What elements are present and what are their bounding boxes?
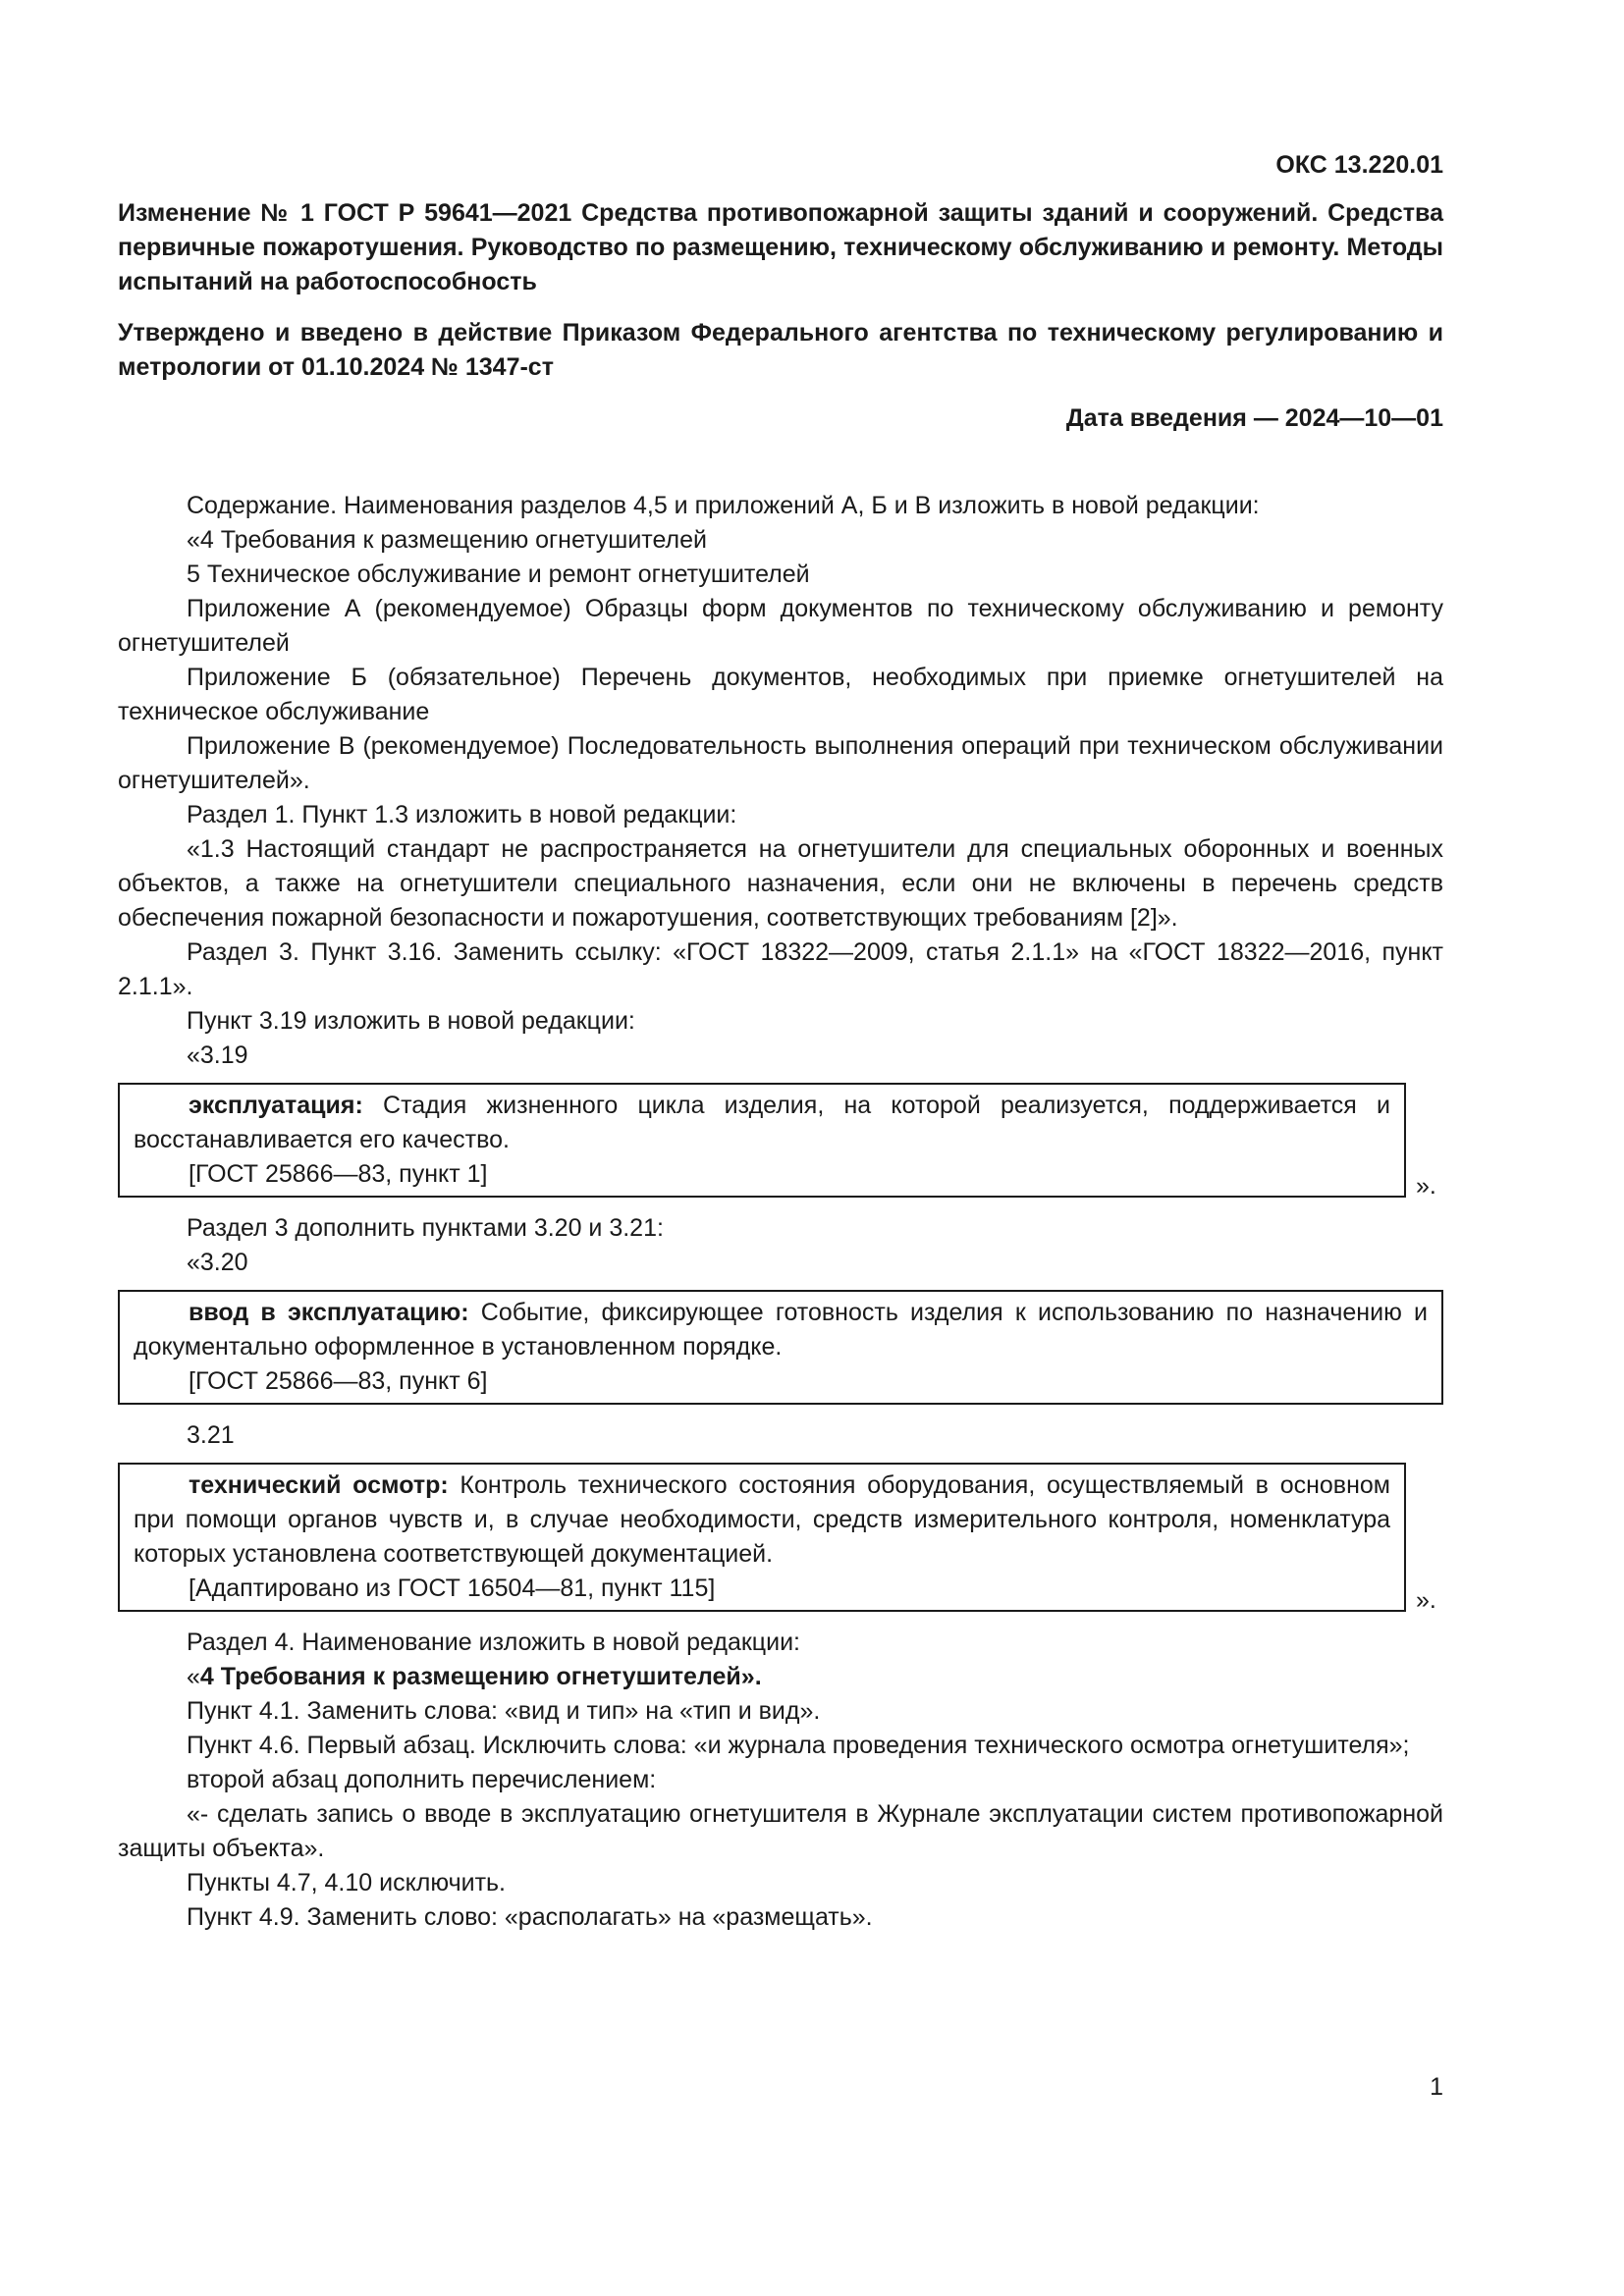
paragraph: Содержание. Наименования разделов 4,5 и приложений А, Б и В изложить в новой редакции:	[187, 492, 1260, 519]
term-name: ввод в эксплуатацию:	[189, 1299, 469, 1326]
section-heading: 4 Требования к размещению огнетушителей».	[199, 1663, 762, 1690]
quote-open: «	[187, 1663, 200, 1690]
term-box-3-21	[118, 1463, 1443, 1612]
quote-end: ».	[1416, 1172, 1436, 1200]
paragraph: Раздел 3 дополнить пунктами 3.20 и 3.21:	[187, 1214, 664, 1242]
term-box-3-19	[118, 1083, 1443, 1198]
term-text: Стадия жизненного цикла изделия, на которой реализуется, поддерживается и восстанавливается его качество.	[134, 1092, 1390, 1153]
paragraph: «1.3 Настоящий стандарт не распространяется на огнетушители для специальных оборонных и военных объектов, а также на огнетушители специального назначения, если они не включены в перечень средств обеспечения пожарной безопасности и пожаротушения, соответствующих требованиям [2]».	[118, 835, 1443, 932]
term-name: эксплуатация:	[189, 1092, 363, 1119]
paragraph: Раздел 4. Наименование изложить в новой редакции:	[187, 1629, 800, 1656]
paragraph: Пункт 3.19 изложить в новой редакции:	[187, 1007, 635, 1035]
term-name: технический осмотр:	[189, 1471, 449, 1499]
page-number: 1	[1430, 2073, 1443, 2101]
term-source: [ГОСТ 25866—83, пункт 1]	[189, 1160, 488, 1188]
paragraph: Пункт 4.9. Заменить слово: «располагать» на «размещать».	[187, 1903, 873, 1931]
term-source: [Адаптировано из ГОСТ 16504—81, пункт 115]	[189, 1575, 716, 1602]
approval-statement: Утверждено и введено в действие Приказом Федерального агентства по техническому регулированию и метрологии от 01.10.2024 № 1347-ст	[118, 319, 1443, 381]
term-source: [ГОСТ 25866—83, пункт 6]	[189, 1367, 488, 1395]
term-box-frame	[118, 1463, 1406, 1612]
paragraph: Пункты 4.7, 4.10 исключить.	[187, 1869, 506, 1896]
paragraph: Раздел 3. Пункт 3.16. Заменить ссылку: «ГОСТ 18322—2009, статья 2.1.1» на «ГОСТ 18322—2016, пункт 2.1.1».	[118, 938, 1443, 1000]
paragraph: второй абзац дополнить перечислением:	[187, 1766, 657, 1793]
term-text: Контроль технического состояния оборудования, осуществляемый в основном при помощи органов чувств и, в случае необходимости, средств измерительного контроля, номенклатура которых установлена соответствующей документацией.	[134, 1471, 1390, 1568]
term-definition	[134, 1468, 1390, 1572]
term-text: Событие, фиксирующее готовность изделия к использованию по назначению и документально оформленное в установленном порядке.	[134, 1299, 1428, 1361]
document-title: Изменение № 1 ГОСТ Р 59641—2021 Средства противопожарной защиты зданий и сооружений. Средства первичные пожаротушения. Руководство по размещению, техническому обслуживанию и ремонту. Методы испытаний на работоспособность	[118, 199, 1443, 295]
paragraph: «4 Требования к размещению огнетушителей	[187, 526, 708, 554]
paragraph: «- сделать запись о вводе в эксплуатацию огнетушителя в Журнале эксплуатации систем противопожарной защиты объекта».	[118, 1800, 1443, 1862]
paragraph: Раздел 1. Пункт 1.3 изложить в новой редакции:	[187, 801, 737, 828]
paragraph: Пункт 4.6. Первый абзац. Исключить слова: «и журнала проведения технического осмотра огнетушителя»;	[187, 1732, 1410, 1759]
paragraph: Приложение Б (обязательное) Перечень документов, необходимых при приемке огнетушителей на техническое обслуживание	[118, 664, 1443, 725]
term-box-frame	[118, 1290, 1443, 1405]
paragraph: 5 Техническое обслуживание и ремонт огнетушителей	[187, 561, 810, 588]
term-definition	[134, 1089, 1390, 1157]
quote-end: ».	[1416, 1586, 1436, 1614]
paragraph	[118, 1660, 1443, 1694]
paragraph: 3.21	[187, 1421, 235, 1449]
term-definition	[134, 1296, 1428, 1364]
paragraph: Приложение А (рекомендуемое) Образцы форм документов по техническому обслуживанию и ремонту огнетушителей	[118, 595, 1443, 657]
paragraph: «3.20	[187, 1249, 248, 1276]
term-box-frame	[118, 1083, 1406, 1198]
term-box-3-20	[118, 1290, 1443, 1405]
oks-code: ОКС 13.220.01	[1275, 151, 1443, 179]
effective-date: Дата введения — 2024—10—01	[1065, 404, 1443, 432]
paragraph: «3.19	[187, 1041, 248, 1069]
paragraph: Приложение В (рекомендуемое) Последовательность выполнения операций при техническом обслуживании огнетушителей».	[118, 732, 1443, 794]
document-body	[118, 489, 1443, 1935]
paragraph: Пункт 4.1. Заменить слова: «вид и тип» на «тип и вид».	[187, 1697, 821, 1725]
